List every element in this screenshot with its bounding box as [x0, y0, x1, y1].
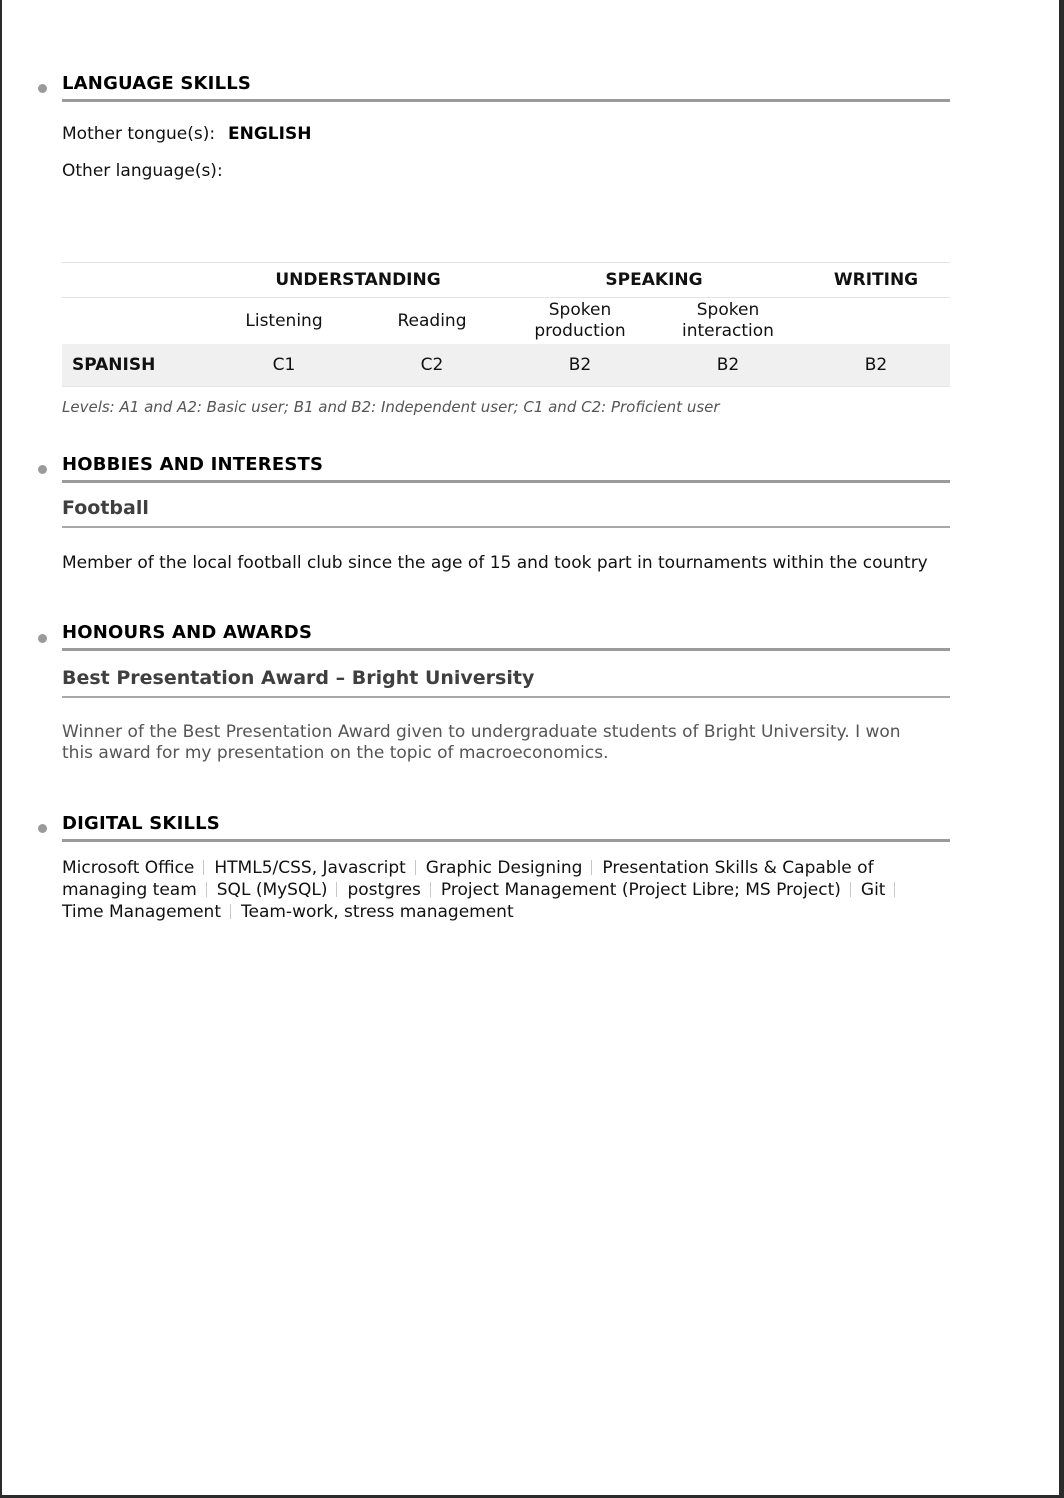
separator — [430, 882, 431, 897]
language-levels-table — [62, 262, 950, 387]
separator — [415, 860, 416, 875]
other-languages-label: Other language(s): — [62, 161, 223, 181]
subheader-reading: Reading — [397, 310, 467, 331]
levels-note: Levels: A1 and A2: Basic user; B1 and B2: Independent user; C1 and C2: Proficient user — [62, 398, 720, 416]
level-spoken-interaction: B2 — [654, 344, 802, 387]
section-bullet-icon — [38, 84, 47, 93]
skill-item: Graphic Designing — [425, 858, 583, 878]
level-writing: B2 — [802, 344, 950, 387]
section-bullet-icon — [38, 824, 47, 833]
hobby-item-title: Football — [62, 497, 950, 528]
skill-item: SQL (MySQL) — [216, 880, 328, 900]
separator — [850, 882, 851, 897]
separator — [230, 904, 231, 919]
skill-item: Time Management — [62, 902, 221, 922]
section-bullet-icon — [38, 634, 47, 643]
header-understanding: UNDERSTANDING — [210, 263, 506, 298]
skill-item: Team-work, stress management — [241, 902, 514, 922]
skill-item: Microsoft Office — [62, 858, 195, 878]
separator — [894, 882, 895, 897]
skill-item: HTML5/CSS, Javascript — [214, 858, 406, 878]
subheader-spoken-interaction-text: Spoken interaction — [682, 300, 774, 341]
award-item-text: Winner of the Best Presentation Award given to undergraduate students of Bright University. I won this award for my presentation on the topic of macroeconomics. — [62, 722, 901, 763]
award-item-title: Best Presentation Award – Bright University — [62, 667, 950, 698]
table-header-row — [62, 263, 950, 298]
cv-page — [2, 0, 1059, 1495]
digital-skills-list — [62, 857, 922, 923]
mother-tongue-label: Mother tongue(s): — [62, 124, 216, 144]
level-spoken-production: B2 — [506, 344, 654, 387]
table-subheader-row — [62, 298, 950, 345]
hobbies-title: HOBBIES AND INTERESTS — [62, 454, 950, 483]
header-speaking: SPEAKING — [506, 263, 802, 298]
honours-title: HONOURS AND AWARDS — [62, 622, 950, 651]
language-skills-title: LANGUAGE SKILLS — [62, 73, 950, 102]
header-writing: WRITING — [802, 263, 950, 298]
separator — [336, 882, 337, 897]
mother-tongue-value: ENGLISH — [228, 124, 312, 144]
subheader-spoken-interaction — [654, 298, 802, 345]
table-row — [62, 344, 950, 387]
skill-item: postgres — [347, 880, 421, 900]
language-name: SPANISH — [62, 344, 210, 387]
separator — [206, 882, 207, 897]
section-bullet-icon — [38, 465, 47, 474]
level-listening: C1 — [210, 344, 358, 387]
separator — [203, 860, 204, 875]
digital-skills-title: DIGITAL SKILLS — [62, 813, 950, 842]
skill-item: Git — [860, 880, 886, 900]
subheader-listening: Listening — [245, 310, 323, 331]
separator — [591, 860, 592, 875]
hobby-item-text: Member of the local football club since the age of 15 and took part in tournaments within the country — [62, 553, 928, 573]
skill-item: Project Management (Project Libre; MS Project) — [440, 880, 841, 900]
subheader-spoken-production — [506, 298, 654, 345]
skill-item: Presentation Skills & Capable of managing team — [62, 858, 874, 900]
level-reading: C2 — [358, 344, 506, 387]
subheader-spoken-production-text: Spoken production — [534, 300, 626, 341]
